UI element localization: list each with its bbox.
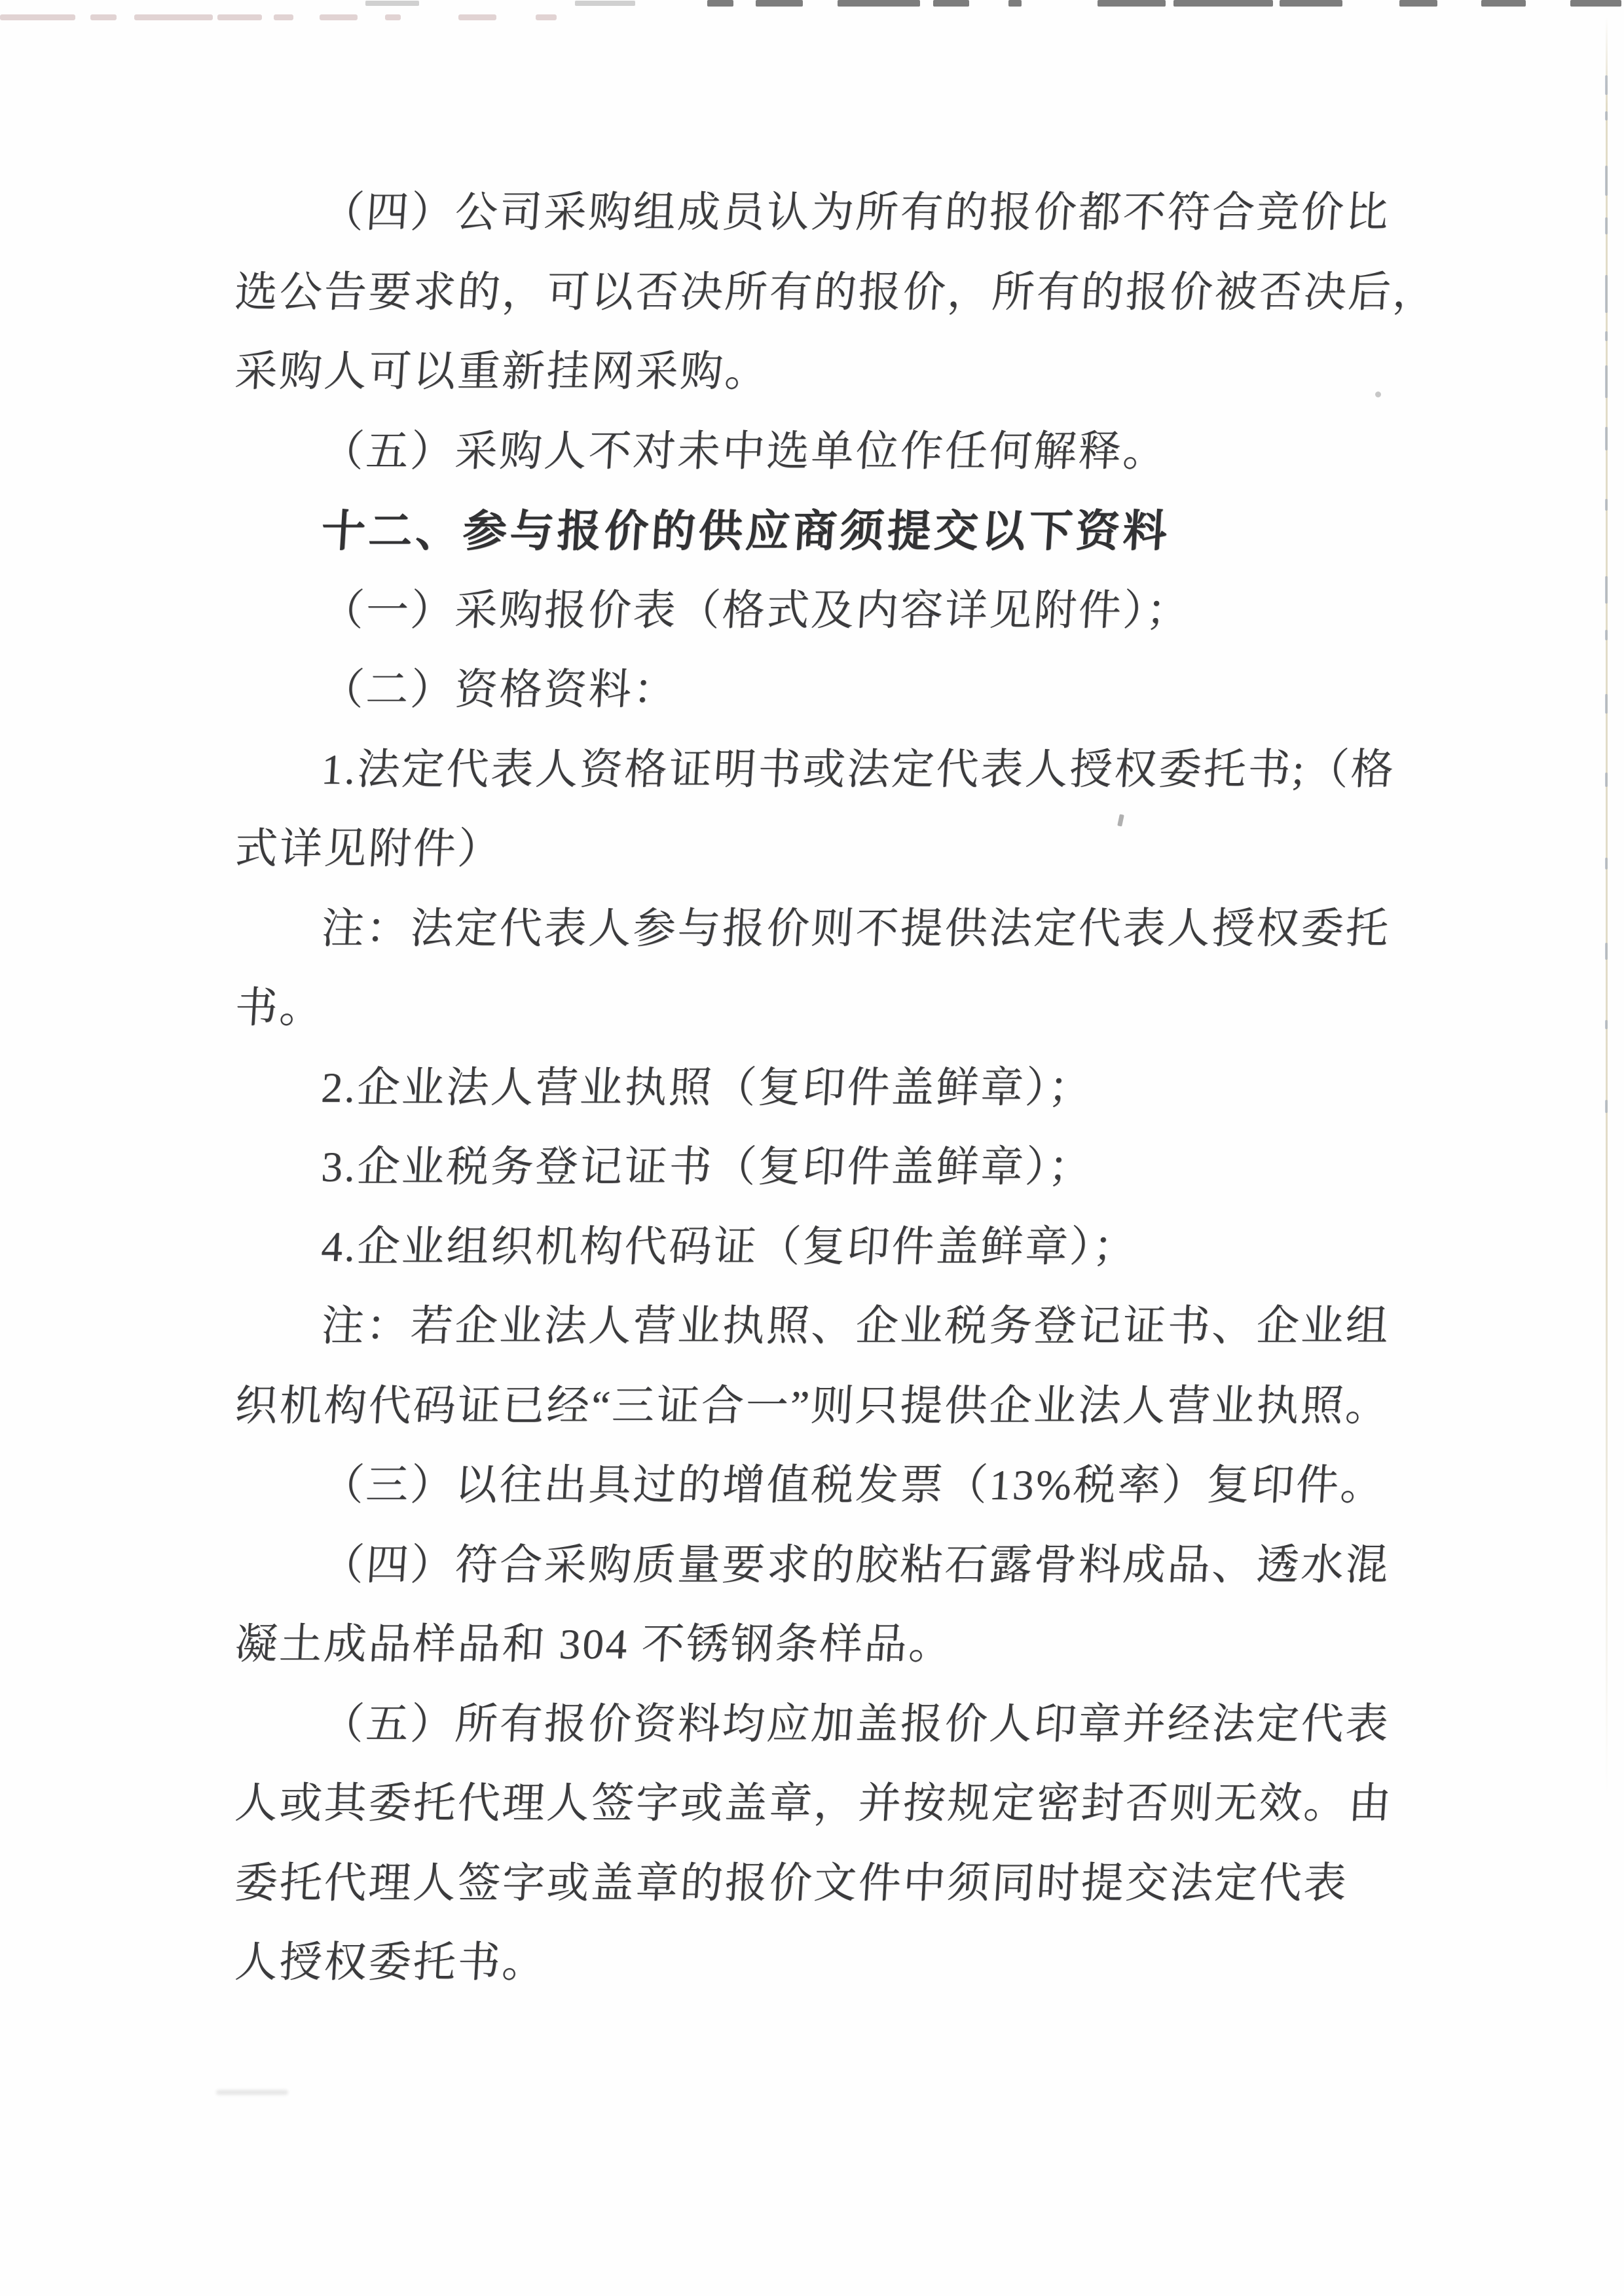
doc-line: 凝土成品样品和 304 不锈钢条样品。 bbox=[233, 1621, 955, 1668]
doc-line: （五）采购人不对未中选单位作任何解释。 bbox=[320, 428, 1170, 475]
doc-line: （二）资格资料： bbox=[320, 666, 680, 714]
doc-line: 人或其委托代理人签字或盖章，并按规定密封否则无效。由 bbox=[233, 1780, 1395, 1827]
doc-line: 织机构代码证已经“三证合一”则只提供企业法人营业执照。 bbox=[233, 1382, 1392, 1430]
scan-speck bbox=[216, 2090, 288, 2095]
doc-line: （一）采购报价表（格式及内容详见附件）； bbox=[320, 587, 1192, 634]
doc-line: （五）所有报价资料均应加盖报价人印章并经法定代表 bbox=[320, 1700, 1392, 1748]
document-text bbox=[234, 173, 1452, 2003]
doc-line: 委托代理人签字或盖章的报价文件中须同时提交法定代表 bbox=[233, 1859, 1350, 1907]
doc-line: 选公告要求的，可以否决所有的报价，所有的报价被否决后， bbox=[233, 268, 1439, 316]
doc-line: 书。 bbox=[233, 985, 326, 1032]
doc-line: 1.法定代表人资格证明书或法定代表人授权委托书;（格 bbox=[320, 746, 1397, 793]
doc-line: 注：若企业法人营业执照、企业税务登记证书、企业组 bbox=[320, 1303, 1392, 1350]
doc-line: 3.企业税务登记证书（复印件盖鲜章）； bbox=[320, 1144, 1095, 1191]
doc-line: 注：法定代表人参与报价则不提供法定代表人授权委托 bbox=[320, 905, 1392, 953]
doc-line: 采购人可以重新挂网采购。 bbox=[233, 348, 771, 395]
doc-line: 人授权委托书。 bbox=[233, 1939, 549, 1986]
doc-line: 4.企业组织机构代码证（复印件盖鲜章）； bbox=[320, 1223, 1139, 1271]
doc-line: （四）符合采购质量要求的胶粘石露骨料成品、透水混 bbox=[320, 1541, 1392, 1589]
doc-line: （三）以往出具过的增值税发票（13%税率）复印件。 bbox=[320, 1462, 1387, 1509]
doc-line: 式详见附件） bbox=[233, 826, 504, 873]
doc-line: （四）公司采购组成员认为所有的报价都不符合竞价比 bbox=[320, 189, 1392, 236]
doc-line: 2.企业法人营业执照（复印件盖鲜章）； bbox=[320, 1064, 1095, 1112]
section-heading: 十二、参与报价的供应商须提交以下资料 bbox=[320, 507, 1172, 556]
scan-seam-right-edge bbox=[1606, 16, 1608, 1800]
